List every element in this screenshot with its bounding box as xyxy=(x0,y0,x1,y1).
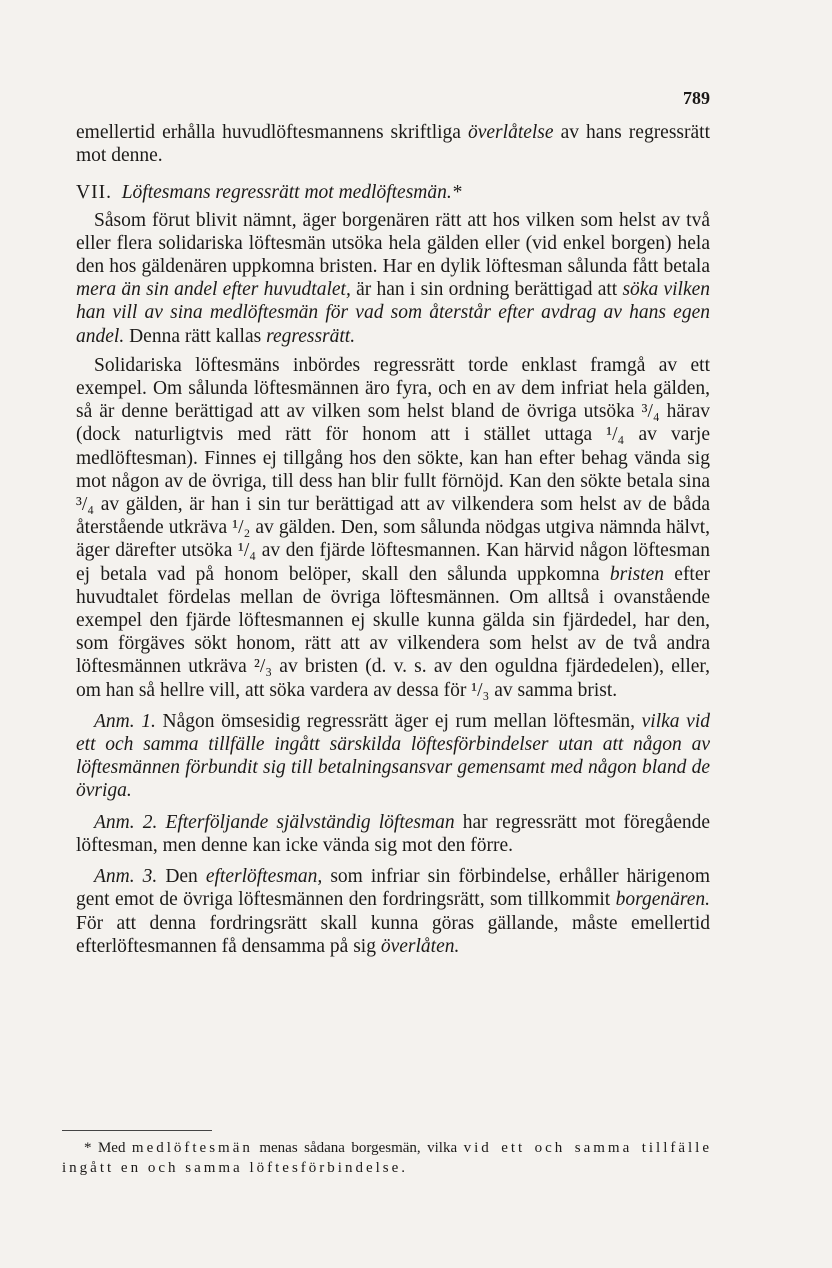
remark-1: Anm. 1. Någon ömsesidig regressrätt äger ej rum mellan löftesmän, vilka vid ett och samma tillfälle ingått särskilda löftesförbindelser utan att någon av löftesmännen förbundit sig till betalningsansvar gemensamt med någon bland de övriga. xyxy=(76,710,710,802)
page-number: 789 xyxy=(683,88,710,108)
section-heading xyxy=(76,181,710,204)
footnote: * Med medlöftesmän menas sådana borgesmän, vilka vid ett och samma tillfälle ingått en och samma löftesförbindelse. xyxy=(62,1140,713,1176)
remark-3: Anm. 3. Den efterlöftesman, som infriar sin förbindelse, erhåller härigenom gent emot de övriga löftesmännen den fordringsrätt, som tillkommit borgenären. För att denna fordringsrätt skall kunna göras gällande, måste emellertid efterlöftesmannen få densamma på sig överlåten. xyxy=(76,866,710,957)
footnote-rule xyxy=(62,1130,212,1131)
paragraph-2: Solidariska löftesmäns inbördes regressrätt torde enklast framgå av ett exempel. Om sålunda löftesmännen äro fyra, och en av dem infriat hela gälden, så är denne berättigad att av vilken som helst bland de övriga utsöka ³/₄ härav (dock naturligtvis med rätt för honom att i stället uttaga ¹/₄ av varje medlöftesman). Finnes ej tillgång hos den sökte, kan han efter behag vända sig mot någon av de övriga, till dess han blir fullt förnöjd. Kan den sökte betala sina ³/₄ av gälden, är han i sin tur berättigad att av vilkendera som helst av de båda återstående utkräva ¹/₂ av gälden. Den, som sålunda nödgas utgiva nämnda hälvt, äger därefter utsöka ¹/₄ av den fjärde löftesmannen. Kan härvid någon löftesman ej betala vad på honom belöper, skall den sålunda uppkomna bristen efter huvudtalet fördelas mellan de övriga löftesmännen. Om alltså i ovanstående exempel den fjärde löftesmannen ej skulle kunna gälda sin fjärdedel, har den, som förgäves sökt honom, rätt att av vilkendera som helst av de två andra löftesmännen utkräva ²/₃ av bristen (d. v. s. av den oguldna fjärdedelen), eller, om han så hellre vill, att söka vardera av dessa för ¹/₃ av samma brist. xyxy=(76,354,711,701)
section-title: Löftesmans regressrätt mot medlöftesmän.* xyxy=(121,182,462,204)
remark-2: Anm. 2. Efterföljande självständig löftesman har regressrätt mot föregående löftesman, men denne kan icke vända sig mot den förre. xyxy=(76,811,711,856)
page-body xyxy=(76,121,710,958)
paragraph-1: Såsom förut blivit nämnt, äger borgenären rätt att hos vilken som helst av två eller flera solidariska löftesmän utsöka hela gälden eller (vid enkel borgen) hela den hos gäldenären uppkomna bristen. Har en dylik löftesman sålunda fått betala mera än sin andel efter huvudtalet, är han i sin ordning berättigad att söka vilken han vill av sina medlöftesmän för vad som återstår efter avdrag av hans egen andel. Denna rätt kallas regressrätt. xyxy=(76,209,710,347)
intro-paragraph: emellertid erhålla huvudlöftesmannens skriftliga överlåtelse av hans regressrätt mot denne. xyxy=(76,122,711,167)
section-number: VII. xyxy=(76,182,112,204)
